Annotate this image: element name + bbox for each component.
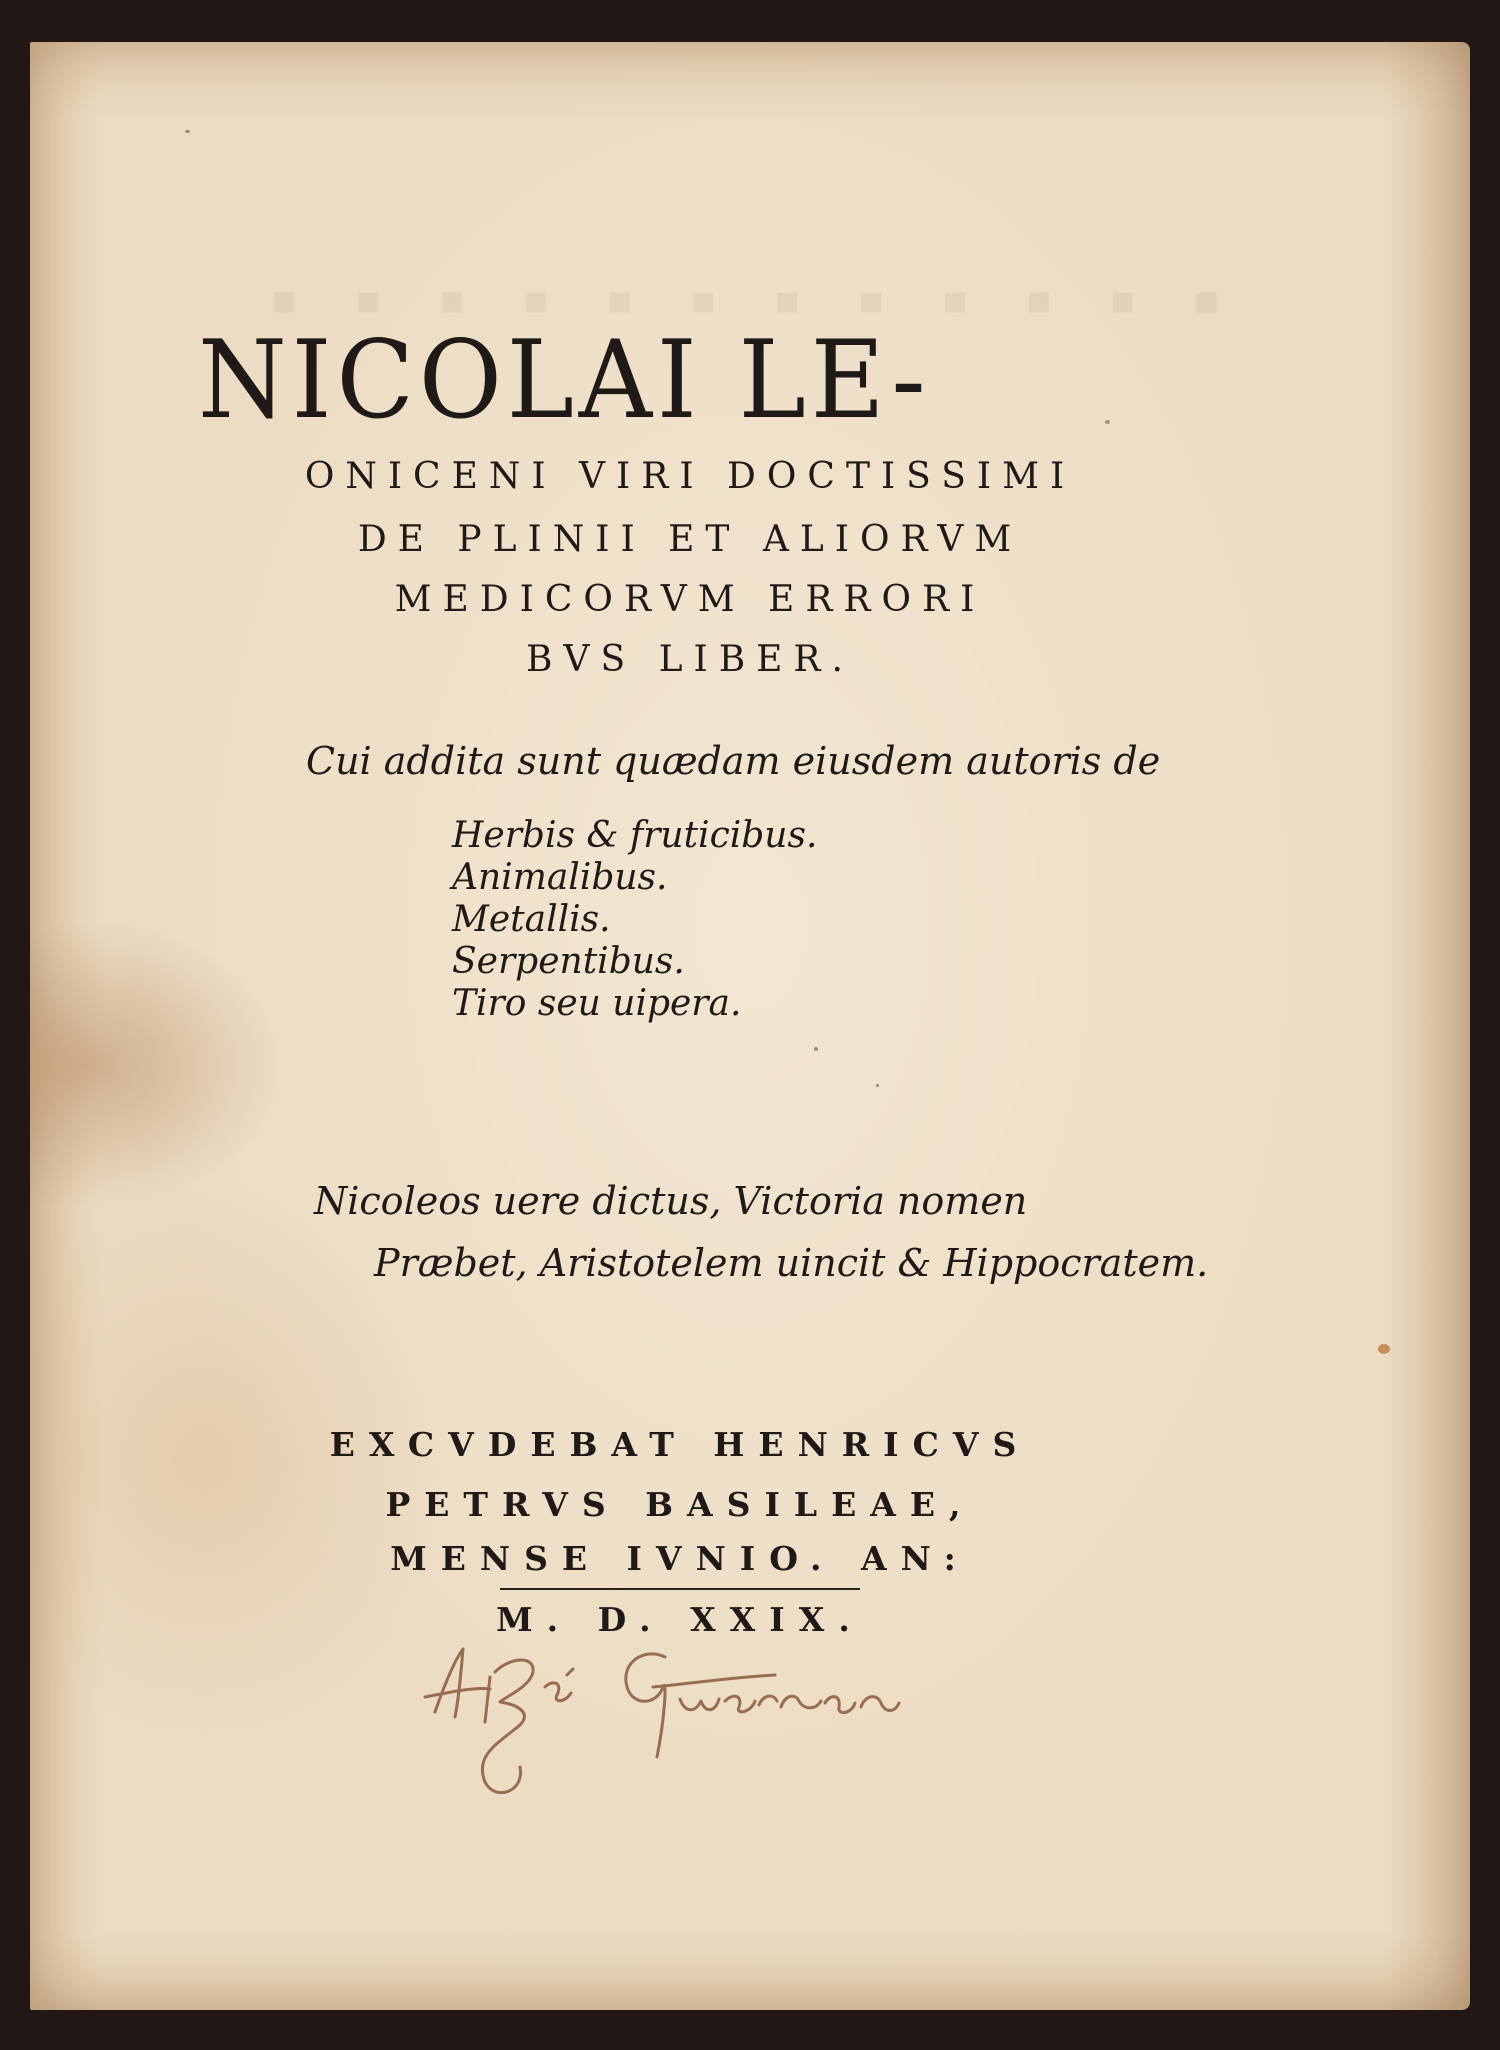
title-line-1: NICOLAI LE- (198, 318, 931, 443)
title-line-5: BVS LIBER. (526, 639, 854, 680)
imprint-rule (500, 1588, 860, 1590)
foxing-spot (1378, 1344, 1390, 1354)
title-line-3: DE PLINII ET ALIORVM (357, 519, 1023, 560)
contents-item: Herbis & fruticibus. (452, 815, 818, 856)
contents-item: Serpentibus. (452, 941, 685, 982)
imprint-line-3: MENSE IVNIO. AN: (390, 1539, 970, 1578)
title-line-4: MEDICORVM ERRORI (394, 579, 986, 620)
title-line-2: ONICENI VIRI DOCTISSIMI (304, 456, 1076, 497)
handwritten-signature (395, 1617, 1035, 1817)
show-through-text: ▪ ▪ ▪ ▪ ▪ ▪ ▪ ▪ ▪ ▪ ▪ ▪ (248, 277, 1220, 323)
foxing-spot (876, 1084, 879, 1087)
foxing-spot (1105, 420, 1110, 424)
contents-item: Tiro seu uipera. (452, 983, 742, 1024)
subtitle: Cui addita sunt quædam eiusdem autoris de (306, 739, 1161, 783)
verse-line-1: Nicoleos uere dictus, Victoria nomen (314, 1179, 1028, 1223)
foxing-spot (814, 1047, 818, 1051)
contents-item: Metallis. (452, 899, 611, 940)
foxing-spot (185, 130, 190, 133)
imprint-date: M. D. XXIX. (496, 1600, 864, 1639)
imprint-line-2: PETRVS BASILEAE, (385, 1485, 975, 1524)
title-page (30, 42, 1470, 2010)
imprint-line-1: EXCVDEBAT HENRICVS (329, 1425, 1031, 1464)
contents-item: Animalibus. (452, 857, 668, 898)
contents-list (452, 815, 817, 1025)
verse-line-2: Præbet, Aristotelem uincit & Hippocratem. (374, 1241, 1209, 1285)
